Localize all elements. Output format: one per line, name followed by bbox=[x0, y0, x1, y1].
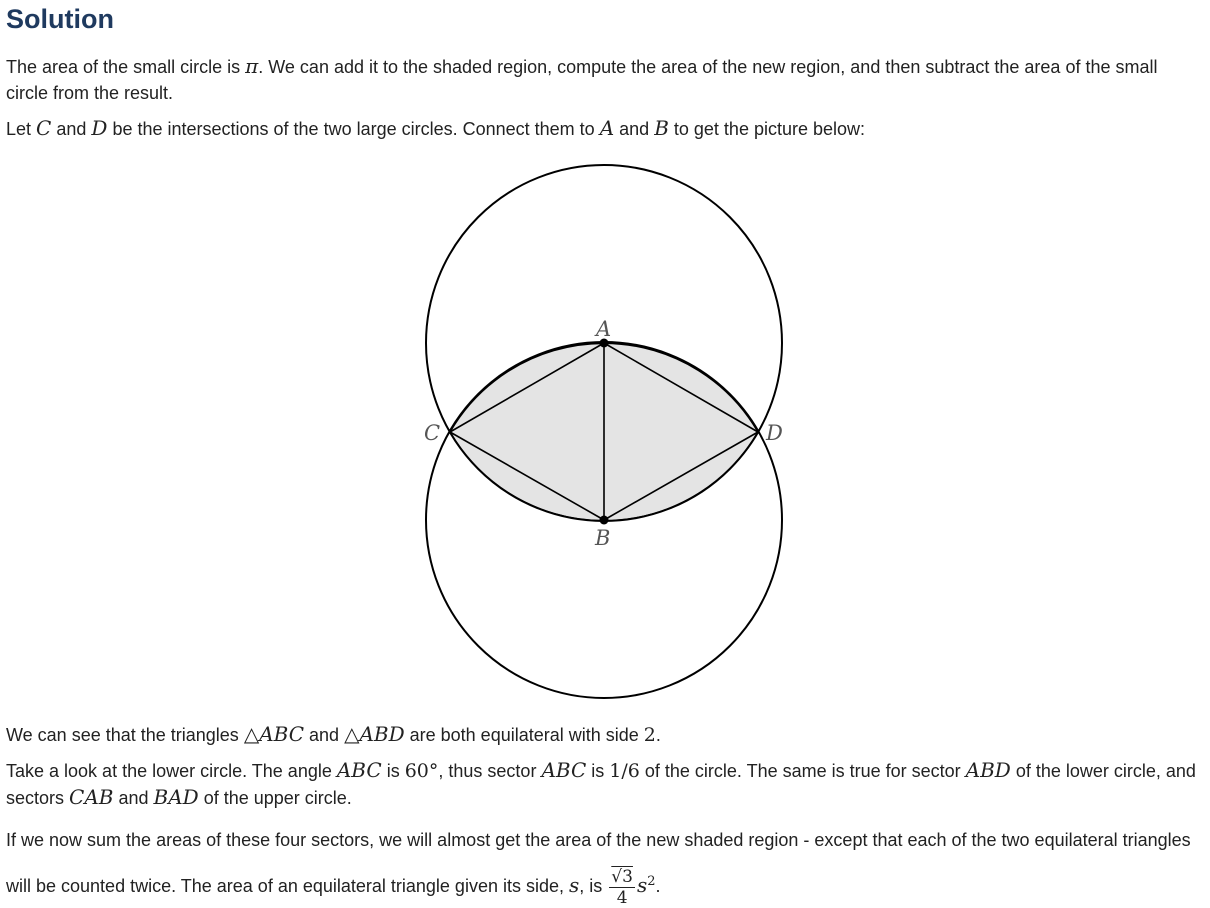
text: and bbox=[304, 725, 345, 745]
text: is bbox=[381, 761, 405, 781]
point-b bbox=[600, 516, 609, 525]
text: are both equilateral with side bbox=[404, 725, 644, 745]
label-d: D bbox=[766, 421, 783, 445]
math-sector: ABD bbox=[965, 758, 1011, 782]
math-pi: π bbox=[245, 54, 259, 78]
text: and bbox=[113, 788, 154, 808]
paragraph-small-circle bbox=[6, 53, 1201, 106]
page-title: Solution bbox=[6, 4, 114, 34]
math-s: s bbox=[569, 873, 580, 897]
math-triangle-abc: △ABC bbox=[243, 722, 305, 746]
math-c: C bbox=[36, 116, 52, 140]
paragraph-sectors bbox=[6, 757, 1201, 811]
paragraph-triangle-area bbox=[6, 819, 1201, 908]
text: Let bbox=[6, 119, 37, 139]
math-triangle-abd: △ABD bbox=[344, 722, 405, 746]
text: to get the picture below: bbox=[668, 119, 866, 139]
math-a: A bbox=[599, 116, 615, 140]
math-side: 2 bbox=[643, 724, 656, 746]
math-degrees: 60° bbox=[404, 760, 439, 782]
math-fraction: 1/6 bbox=[609, 760, 640, 782]
math-exponent: 2 bbox=[647, 874, 656, 889]
text: is bbox=[586, 761, 610, 781]
geometry-figure bbox=[420, 160, 790, 705]
text: of the upper circle. bbox=[198, 788, 352, 808]
math-angle: ABC bbox=[336, 758, 382, 782]
paragraph-intersections bbox=[6, 115, 1201, 142]
text: of the circle. The same is true for sector bbox=[639, 761, 966, 781]
text: . bbox=[655, 876, 661, 896]
text: . We can add it to the shaded region, compute the area of the new region, and then subtract the area of the small circle from the result. bbox=[6, 57, 1158, 103]
text: , is bbox=[579, 876, 608, 896]
math-b: B bbox=[654, 116, 669, 140]
text: The area of the small circle is bbox=[6, 57, 246, 77]
text: be the intersections of the two large circles. Connect them to bbox=[107, 119, 600, 139]
fraction-numerator: √3 bbox=[611, 866, 633, 887]
text: Take a look at the lower circle. The angle bbox=[6, 761, 337, 781]
label-b: B bbox=[595, 526, 611, 550]
text: , thus sector bbox=[438, 761, 542, 781]
math-sector: ABC bbox=[541, 758, 587, 782]
text: of the lower circle, and sectors bbox=[6, 761, 1196, 808]
math-sector: BAD bbox=[153, 785, 199, 809]
text: If we now sum the areas of these four sectors, we will almost get the area of the new shaded region - except that each of the two equilateral triangles will be counted twice. The area of an equilateral triangle given its side, bbox=[6, 830, 1191, 896]
math-sector: CAB bbox=[69, 785, 114, 809]
fraction-denominator: 4 bbox=[616, 887, 628, 908]
text: We can see that the triangles bbox=[6, 725, 244, 745]
text: and bbox=[51, 119, 92, 139]
paragraph-equilateral bbox=[6, 721, 1201, 748]
math-s: s bbox=[636, 873, 648, 897]
label-a: A bbox=[596, 317, 612, 341]
text: and bbox=[614, 119, 655, 139]
math-fraction-sqrt3-over-4 bbox=[609, 867, 635, 908]
math-d: D bbox=[91, 116, 108, 140]
text: . bbox=[655, 725, 661, 745]
label-c: C bbox=[424, 421, 441, 445]
